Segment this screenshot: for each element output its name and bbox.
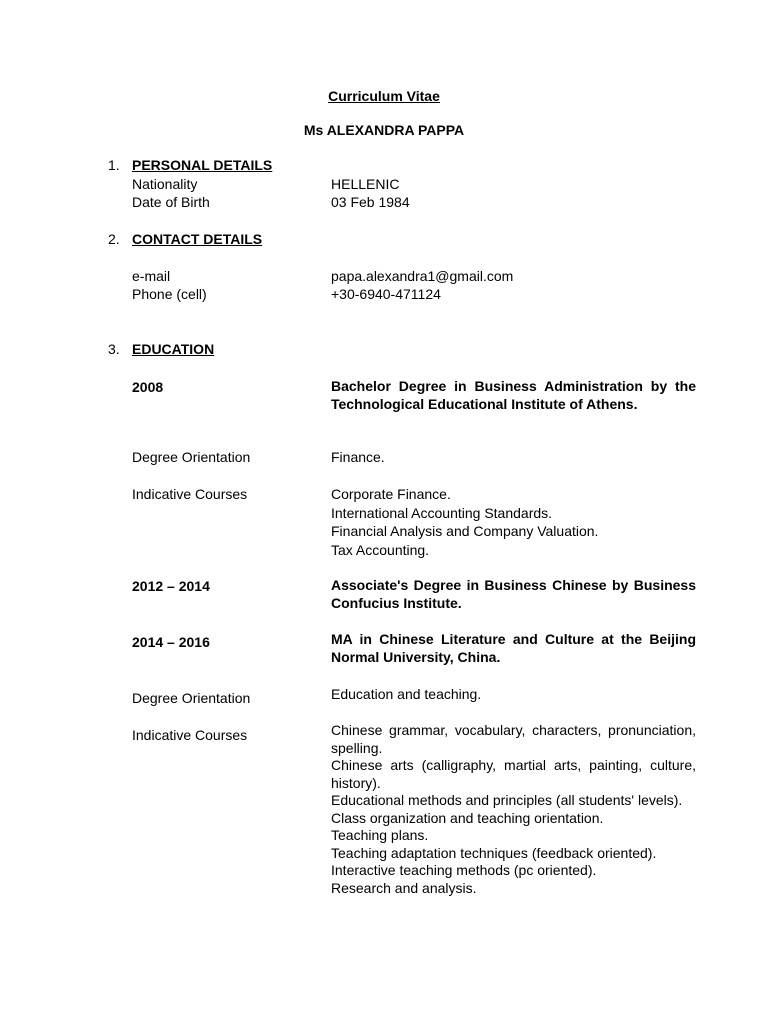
candidate-name: Ms ALEXANDRA PAPPA (303, 122, 465, 138)
degree-orientation-value: Finance. (331, 449, 385, 465)
course-item: Financial Analysis and Company Valuation. (331, 523, 599, 539)
section-heading: CONTACT DETAILS (132, 231, 263, 247)
section-number: 3. (108, 341, 120, 357)
section-contact-details (108, 230, 262, 248)
education-year: 2008 (132, 379, 164, 395)
education-degree: MA in Chinese Literature and Culture at the Beijing Normal University, China. (331, 631, 696, 665)
nationality-label: Nationality (132, 176, 198, 192)
course-item: Teaching adaptation techniques (feedback oriented). (331, 844, 657, 861)
degree-orientation-label: Degree Orientation (132, 690, 251, 706)
section-number: 2. (108, 231, 120, 247)
education-year: 2012 – 2014 (132, 578, 210, 594)
course-item: Educational methods and principles (all students' levels). (331, 792, 683, 808)
education-degree: Bachelor Degree in Business Administration by the Technological Educational Institute of Athens. (331, 378, 696, 412)
degree-orientation-value: Education and teaching. (331, 686, 482, 702)
course-item: Interactive teaching methods (pc oriented). (331, 862, 597, 878)
dob-value: 03 Feb 1984 (331, 194, 410, 210)
courses-list (331, 485, 696, 559)
courses-list (331, 722, 696, 897)
indicative-courses-label: Indicative Courses (132, 486, 248, 502)
course-item: International Accounting Standards. (331, 504, 553, 521)
course-item: Chinese arts (calligraphy, martial arts, painting, culture, history). (331, 757, 696, 791)
section-heading: EDUCATION (132, 341, 215, 357)
course-item: Tax Accounting. (331, 541, 430, 558)
education-year: 2014 – 2016 (132, 634, 210, 650)
education-degree: Associate's Degree in Business Chinese by Business Confucius Institute. (331, 577, 696, 611)
course-item: Teaching plans. (331, 827, 429, 843)
dob-label: Date of Birth (132, 194, 210, 210)
course-item: Research and analysis. (331, 879, 477, 896)
nationality-value: HELLENIC (331, 176, 400, 192)
section-number: 1. (108, 157, 120, 173)
degree-orientation-label: Degree Orientation (132, 449, 251, 465)
course-item: Chinese grammar, vocabulary, characters, pronunciation, spelling. (331, 722, 696, 756)
email-label: e-mail (132, 268, 171, 284)
section-personal-details (108, 156, 272, 174)
phone-label: Phone (cell) (132, 286, 207, 302)
indicative-courses-label: Indicative Courses (132, 727, 248, 743)
course-item: Corporate Finance. (331, 486, 451, 502)
email-value: papa.alexandra1@gmail.com (331, 268, 514, 284)
phone-value: +30-6940-471124 (331, 286, 441, 302)
section-education (108, 340, 214, 358)
document-title: Curriculum Vitae (328, 88, 440, 104)
course-item: Class organization and teaching orientation. (331, 809, 604, 826)
section-heading: PERSONAL DETAILS (132, 157, 273, 173)
